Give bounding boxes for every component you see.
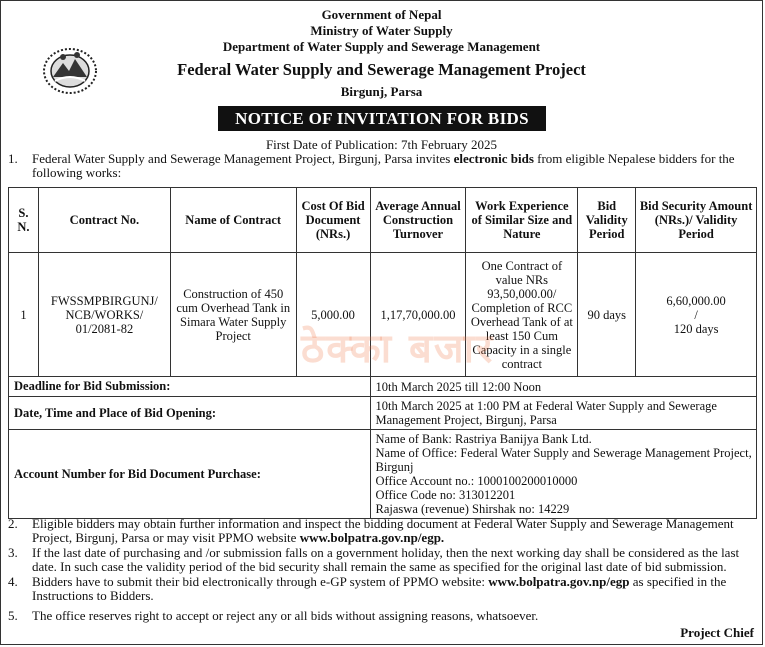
intro-text-end: from eligible Nepalese bidders for the following works: xyxy=(32,151,735,180)
list-item xyxy=(8,609,758,623)
office-account-no: Office Account no.: 1000100200010000 xyxy=(375,474,578,488)
office-name: Name of Office: Federal Water Supply and Sewerage Management Project, Birgunj xyxy=(375,446,752,474)
opening-value: 10th March 2025 at 1:00 PM at Federal Water Supply and Sewerage Management Project, Birgunj, Parsa xyxy=(370,397,756,430)
note-link-text: www.bolpatra.gov.np/egp xyxy=(488,574,630,589)
revenue-heading-no: Rajaswa (revenue) Shirshak no: 14229 xyxy=(375,502,570,516)
note-number: 4. xyxy=(8,574,18,589)
note-text: Eligible bidders may obtain further information and inspect the bidding document at Federal Water Supply and Sewerage Management Project, Birgunj, Parsa or may visit PPMO website xyxy=(32,516,734,545)
header-contract-no: Contract No. xyxy=(38,188,170,253)
watermark-logo: ठेक्का बजार xyxy=(301,326,495,372)
cell-turnover: 1,17,70,000.00 xyxy=(370,253,466,377)
cell-sn: 1 xyxy=(9,253,39,377)
header-security: Bid Security Amount (NRs.)/ Validity Period xyxy=(636,188,757,253)
bid-table xyxy=(8,187,757,519)
cell-experience: One Contract of value NRs 93,50,000.00/ Completion of RCC Overhead Tank of at least 150 Cum Capacity in a single contract xyxy=(466,253,578,377)
cell-cost: 5,000.00 xyxy=(296,253,370,377)
security-amount: 6,60,000.00 xyxy=(666,293,726,308)
deadline-row xyxy=(9,377,757,397)
note-link-text: www.bolpatra.gov.np/egp. xyxy=(299,530,445,545)
note-number: 5. xyxy=(8,608,18,623)
bank-name: Name of Bank: Rastriya Banijya Bank Ltd. xyxy=(375,432,592,446)
list-item xyxy=(8,546,758,574)
opening-label: Date, Time and Place of Bid Opening: xyxy=(9,397,371,430)
header-validity: Bid Validity Period xyxy=(578,188,636,253)
intro-bold-text: electronic bids xyxy=(453,151,534,166)
header-contract-name: Name of Contract xyxy=(170,188,296,253)
notes-list xyxy=(8,517,758,624)
table-row xyxy=(9,253,757,377)
account-label: Account Number for Bid Document Purchase: xyxy=(9,430,371,519)
note-text-end: as specified in the Instructions to Bidders. xyxy=(32,574,727,603)
office-code: Office Code no: 313012201 xyxy=(375,488,516,502)
deadline-value: 10th March 2025 till 12:00 Noon xyxy=(370,377,756,397)
intro-number: 1. xyxy=(8,151,18,166)
cell-validity: 90 days xyxy=(578,253,636,377)
note-text: If the last date of purchasing and /or submission falls on a government holiday, then the next working day shall be considered as the last date. In such case the validity period of the bid security shall remain the same as specified for the original last date of bid submission. xyxy=(32,545,740,574)
signature: Project Chief xyxy=(680,625,754,640)
note-number: 2. xyxy=(8,516,18,531)
deadline-label: Deadline for Bid Submission: xyxy=(9,377,371,397)
note-text: Bidders have to submit their bid electronically through e-GP system of PPMO website: xyxy=(32,574,489,589)
note-number: 3. xyxy=(8,545,18,560)
cell-security xyxy=(636,253,757,377)
publication-date: First Date of Publication: 7th February 2025 xyxy=(265,137,498,152)
list-item xyxy=(8,517,758,545)
cell-contract-no: FWSSMPBIRGUNJ/ NCB/WORKS/ 01/2081-82 xyxy=(38,253,170,377)
header-turnover: Average Annual Construction Turnover xyxy=(370,188,466,253)
security-separator: / xyxy=(694,307,698,322)
notice-title-banner: NOTICE OF INVITATION FOR BIDS xyxy=(218,106,546,131)
account-row xyxy=(9,430,757,519)
account-details xyxy=(370,430,756,519)
intro-text-start: Federal Water Supply and Sewerage Management Project, Birgunj, Parsa invites xyxy=(32,151,454,166)
opening-row xyxy=(9,397,757,430)
project-location: Birgunj, Parsa xyxy=(340,84,423,99)
government-line: Government of Nepal xyxy=(321,7,442,22)
ministry-line: Ministry of Water Supply xyxy=(310,23,453,38)
department-line: Department of Water Supply and Sewerage Management xyxy=(222,39,541,54)
list-item xyxy=(8,575,758,603)
header-cost: Cost Of Bid Document (NRs.) xyxy=(296,188,370,253)
security-period: 120 days xyxy=(673,321,719,336)
cell-contract-name: Construction of 450 cum Overhead Tank in Simara Water Supply Project xyxy=(170,253,296,377)
table-header-row xyxy=(9,188,757,253)
intro-paragraph xyxy=(8,152,753,180)
note-text: The office reserves right to accept or reject any or all bids without assigning reasons, whatsoever. xyxy=(32,608,539,623)
header-experience: Work Experience of Similar Size and Nature xyxy=(466,188,578,253)
project-title: Federal Water Supply and Sewerage Management Project xyxy=(177,60,586,79)
header-sn: S. N. xyxy=(9,188,39,253)
